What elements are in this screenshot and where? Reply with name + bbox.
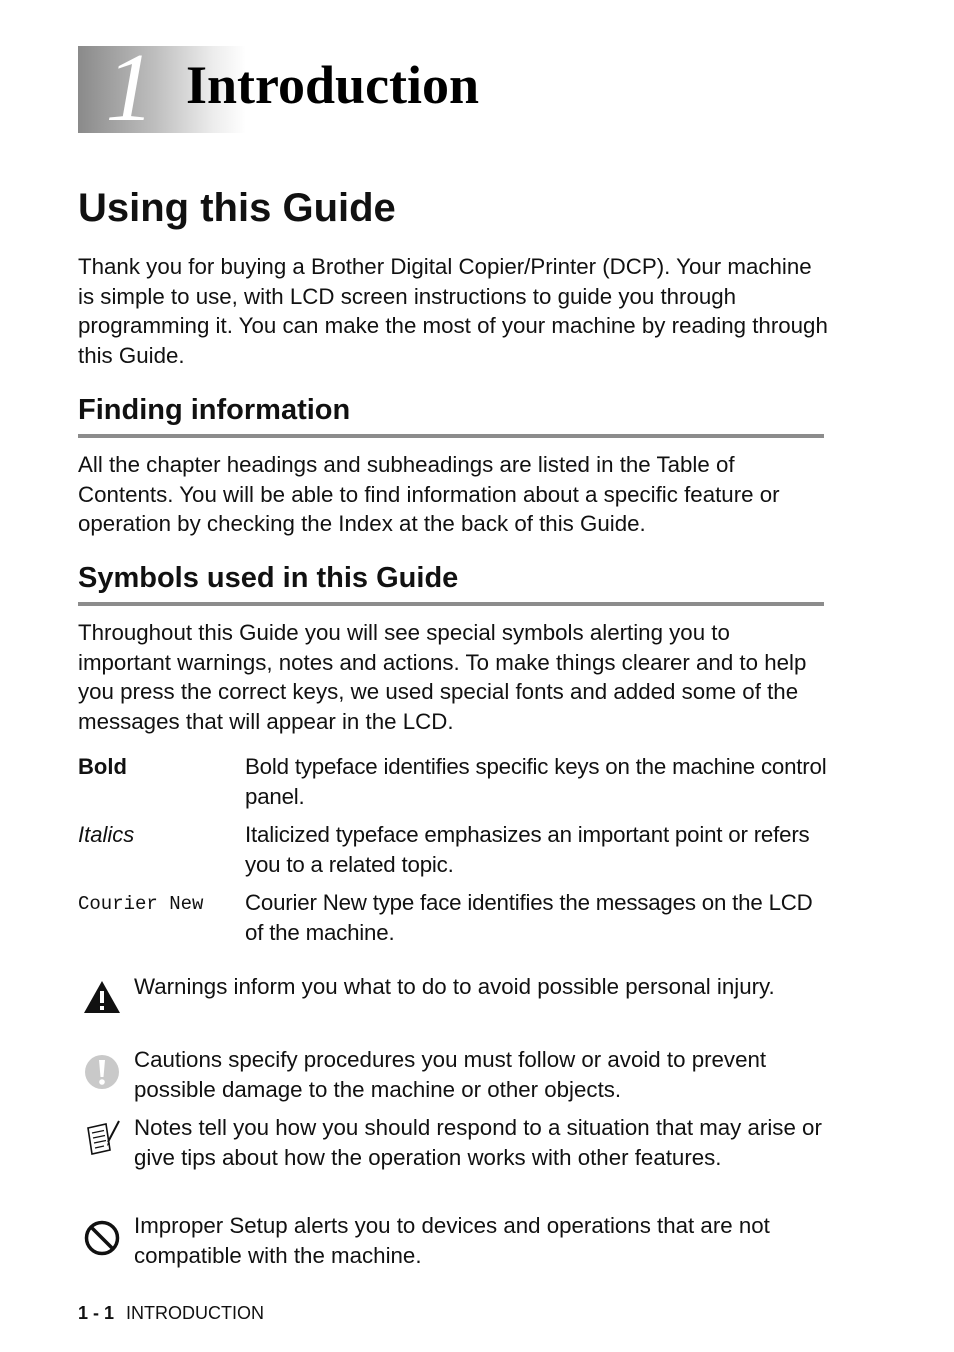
note-pad-icon [82, 1118, 122, 1158]
section-heading: Using this Guide [78, 186, 396, 230]
caution-icon [82, 1052, 122, 1092]
page-footer [78, 1301, 264, 1325]
footer-section-name: INTRODUCTION [126, 1303, 265, 1323]
finding-info-heading: Finding information [78, 394, 351, 426]
notice-text: Cautions specify procedures you must follow or avoid to prevent possible damage to the machine or other objects. [134, 1047, 767, 1102]
finding-info-paragraph: All the chapter headings and subheadings are listed in the Table of Contents. You will be able to find information about a specific feature or operation by checking the Index at the back of this Guide. [78, 452, 780, 536]
notice-text: Notes tell you how you should respond to a situation that may arise or give tips about how the operation works with other features. [134, 1115, 822, 1170]
symbols-paragraph: Throughout this Guide you will see special symbols alerting you to important warnings, notes and actions. To make things clearer and to help you press the correct keys, we used special fonts and added some of the messages that will appear in the LCD. [78, 620, 807, 734]
chapter-number: 1 [105, 34, 155, 142]
prohibited-icon [82, 1218, 122, 1258]
heading-divider [78, 602, 824, 606]
intro-paragraph: Thank you for buying a Brother Digital Copier/Printer (DCP). Your machine is simple to use, with LCD screen instructions to guide you through programming it. You can make the most of your machine by reading through this Guide. [78, 254, 828, 368]
convention-description: Italicized typeface emphasizes an important point or refers you to a related topic. [245, 822, 810, 877]
page-number: 1 - 1 [78, 1303, 115, 1323]
chapter-title: Introduction [186, 55, 480, 115]
convention-description: Courier New type face identifies the messages on the LCD of the machine. [245, 890, 813, 945]
convention-description: Bold typeface identifies specific keys on the machine control panel. [245, 754, 827, 809]
convention-term-monospace: Courier New [78, 893, 204, 915]
symbols-heading: Symbols used in this Guide [78, 562, 459, 594]
warning-triangle-icon [82, 978, 122, 1018]
notice-text: Improper Setup alerts you to devices and operations that are not compatible with the machine. [134, 1213, 770, 1268]
convention-term-bold: Bold [78, 754, 127, 779]
notice-text: Warnings inform you what to do to avoid possible personal injury. [134, 974, 775, 999]
convention-term-italic: Italics [78, 822, 135, 847]
heading-divider [78, 434, 824, 438]
